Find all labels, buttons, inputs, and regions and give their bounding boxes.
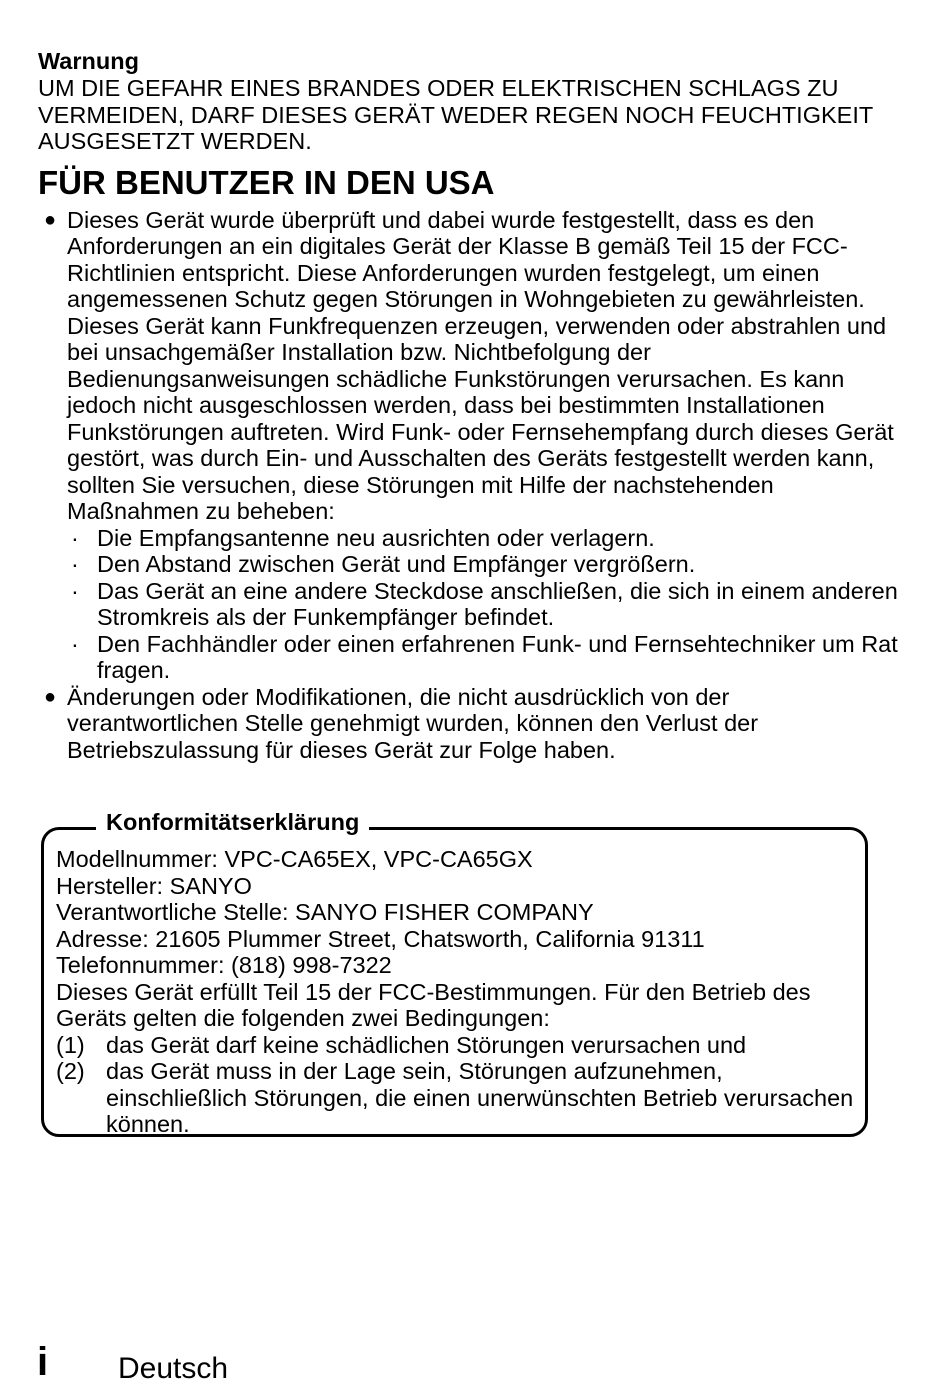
sub-list-item-text: Die Empfangsantenne neu ausrichten oder verlagern. [97,524,655,551]
sub-list-item [67,551,898,578]
condition-item [56,1058,862,1138]
condition-number: (1) [56,1031,85,1058]
measures-list [67,525,898,684]
sub-bullet-icon: · [71,524,79,551]
conformity-content [56,846,862,1138]
footer-language: Deutsch [118,1352,229,1385]
sub-list-item [67,525,898,552]
responsible-party: Verantwortliche Stelle: SANYO FISHER COMPANY [56,899,594,925]
usa-notice-list [38,207,898,764]
page-content [38,48,898,763]
sub-bullet-icon: · [71,630,79,657]
condition-item [56,1032,862,1059]
usa-section-heading: FÜR BENUTZER IN DEN USA [38,163,495,201]
bullet-icon: ● [44,208,57,231]
manufacturer: Hersteller: SANYO [56,872,252,899]
list-item-text: Dieses Gerät wurde überprüft und dabei wurde festgestellt, dass es den Anforderungen an ein digitales Gerät der Klasse B gemäß Teil 15 der FCC-Richtlinien entspricht. Diese Anforderungen wurden festgelegt, um einen angemessenen Schutz gegen Störungen in Wohngebieten zu gewährleisten. Dieses Gerät kann Funkfrequenzen erzeugen, verwenden oder abstrahlen und bei unsachgemäßer Installation bzw. Nichtbefolgung der Bedienungsanweisungen schädliche Funkstörungen verursachen. Es kann jedoch nicht ausgeschlossen werden, dass bei bestimmten Installationen Funkstörungen auftreten. Wird Funk- oder Fernsehempfang durch dieses Gerät gestört, was durch Ein- und Ausschalten des Geräts festgestellt werden kann, sollten Sie versuchen, diese Störungen mit Hilfe der nachstehenden Maßnahmen zu beheben: [67,206,894,524]
page-number: i [37,1340,49,1384]
sub-list-item [67,631,898,684]
list-item [38,684,898,764]
sub-bullet-icon: · [71,577,79,604]
warning-title: Warnung [38,48,139,74]
conformity-title: Konformitätserklärung [96,808,369,836]
model-number: Modellnummer: VPC-CA65EX, VPC-CA65GX [56,846,533,872]
warning-text: UM DIE GEFAHR EINES BRANDES ODER ELEKTRISCHEN SCHLAGS ZU VERMEIDEN, DARF DIESES GERÄT WEDER REGEN NOCH FEUCHTIGKEIT AUSGESETZT WERDEN. [38,75,873,154]
sub-list-item-text: Den Abstand zwischen Gerät und Empfänger vergrößern. [97,551,696,577]
condition-text: das Gerät muss in der Lage sein, Störungen aufzunehmen, einschließlich Störungen, die einen unerwünschten Betrieb verursachen können. [106,1058,854,1137]
list-item [38,207,898,684]
bullet-icon: ● [44,685,57,708]
condition-number: (2) [56,1058,85,1084]
list-item-text: Änderungen oder Modifikationen, die nicht ausdrücklich von der verantwortlichen Stelle genehmigt wurden, können den Verlust der Betriebszulassung für dieses Gerät zur Folge haben. [67,683,759,763]
sub-bullet-icon: · [71,551,79,577]
compliance-statement: Dieses Gerät erfüllt Teil 15 der FCC-Bestimmungen. Für den Betrieb des Geräts gelten die folgenden zwei Bedingungen: [56,978,811,1031]
phone-number: Telefonnummer: (818) 998-7322 [56,952,392,978]
sub-list-item-text: Das Gerät an eine andere Steckdose anschließen, die sich in einem anderen Stromkreis als der Funkempfänger befindet. [97,577,898,630]
sub-list-item-text: Den Fachhändler oder einen erfahrenen Funk- und Fernsehtechniker um Rat fragen. [97,630,898,683]
condition-text: das Gerät darf keine schädlichen Störungen verursachen und [106,1031,747,1058]
address: Adresse: 21605 Plummer Street, Chatsworth, California 91311 [56,925,705,952]
sub-list-item [67,578,898,631]
